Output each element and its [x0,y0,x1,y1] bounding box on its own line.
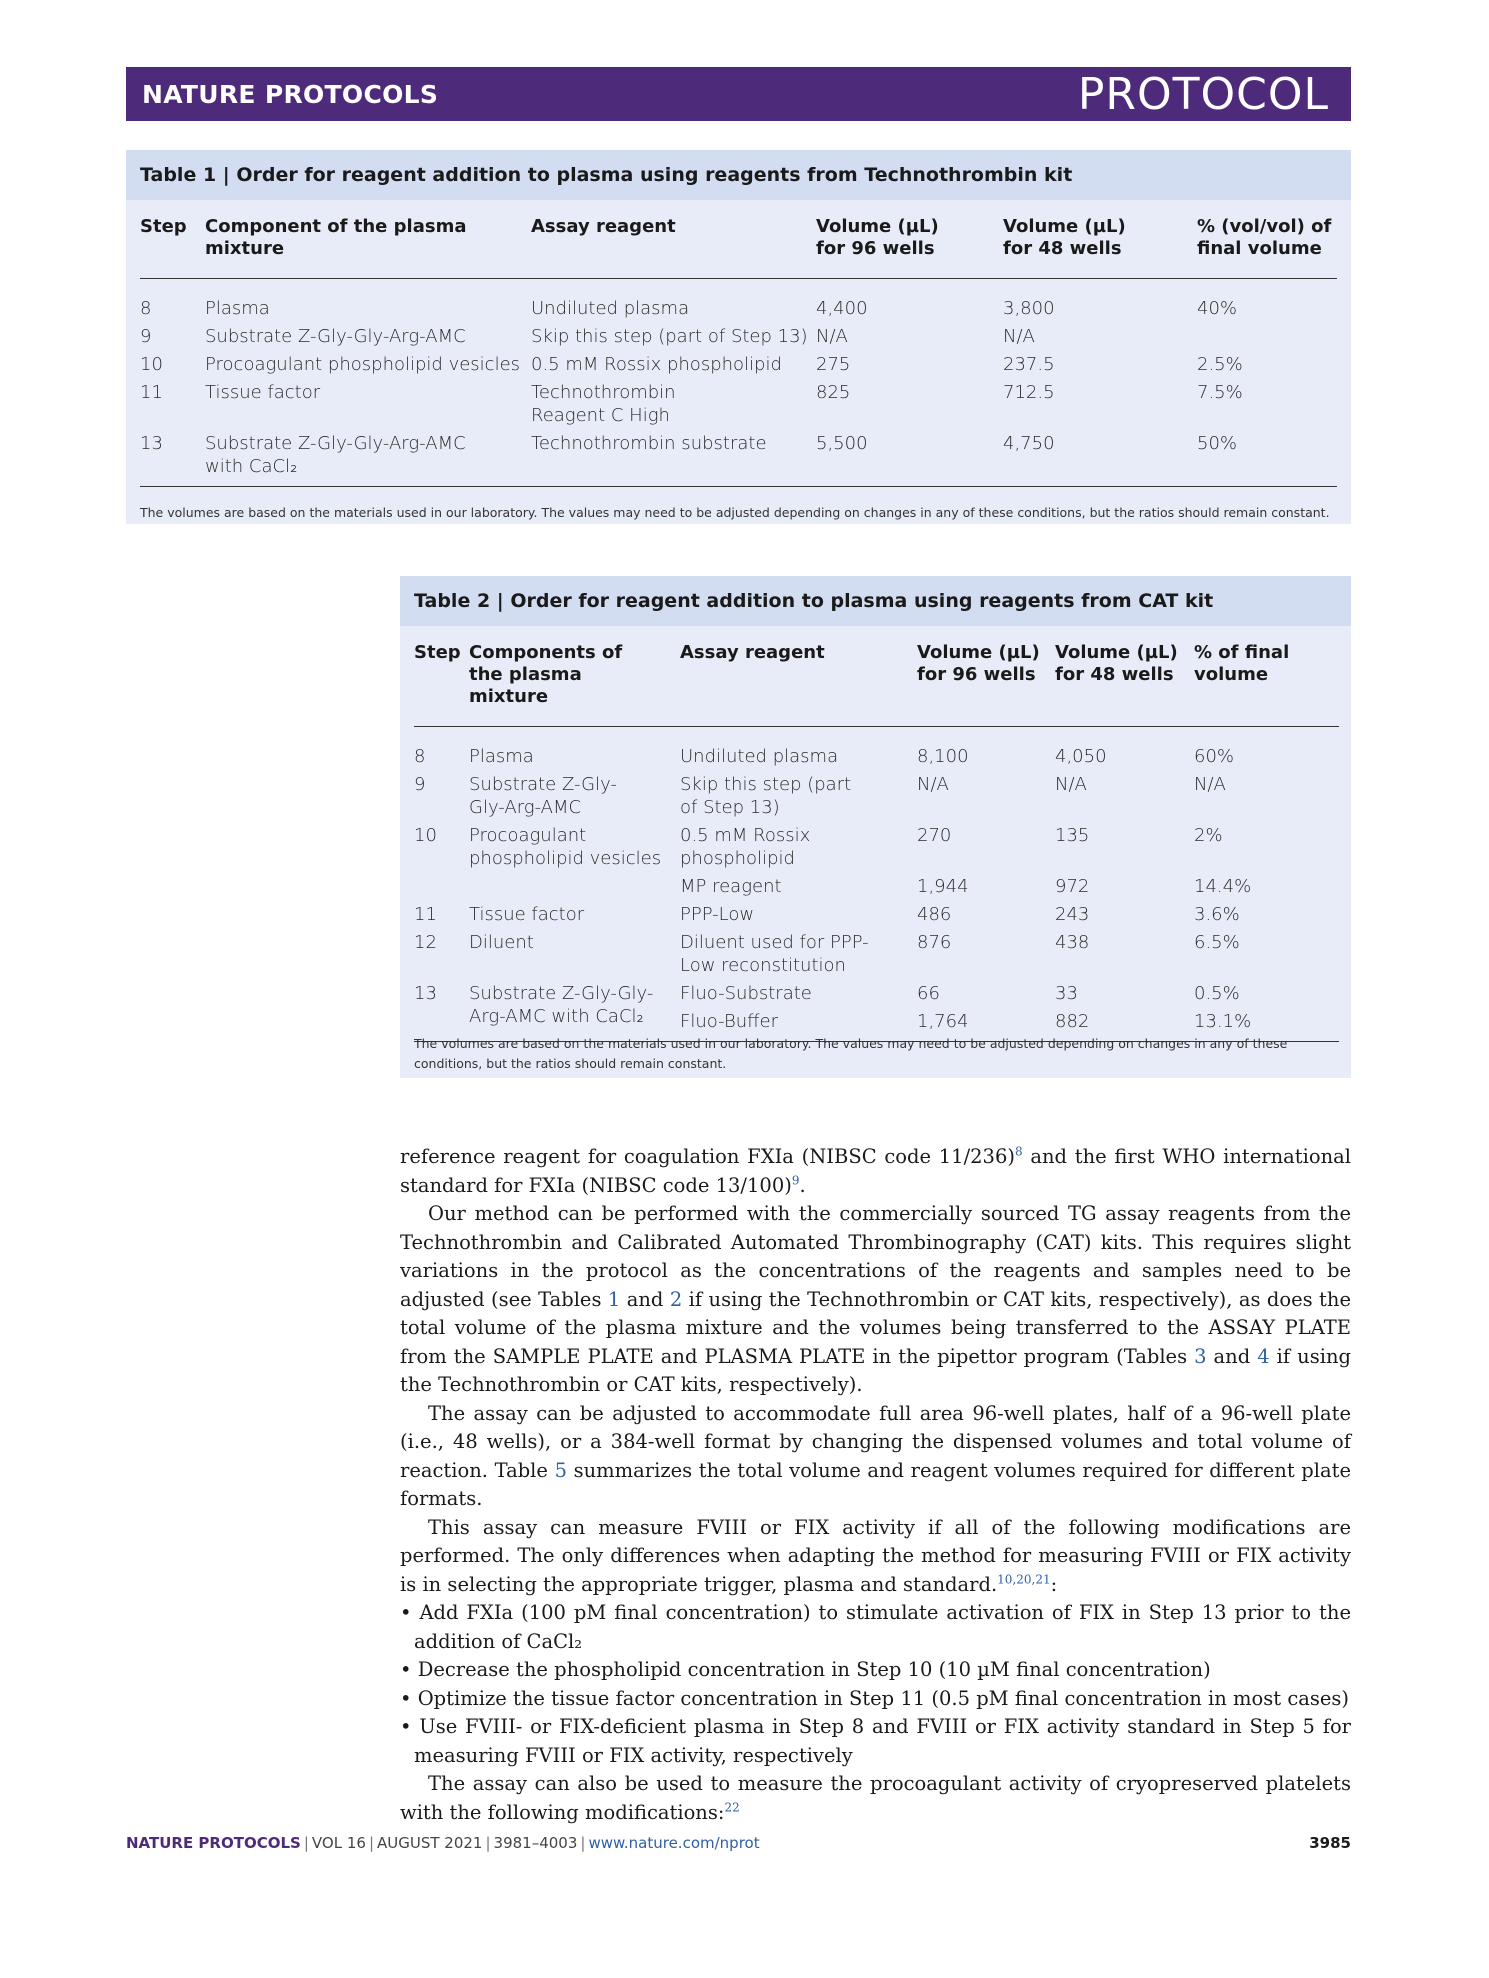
table-row [414,980,1339,1008]
table-cell: 825 [816,382,851,403]
table-cell: 8 [414,746,426,767]
table-1-header-cell: Step [140,216,187,237]
table-cell: 882 [1055,1011,1090,1032]
table-row [414,929,1339,980]
citation-link[interactable]: 8 [1014,1144,1023,1159]
footer-journal: NATURE PROTOCOLS [126,1834,301,1852]
table-cell: 3.6% [1194,904,1240,925]
table-link[interactable]: 2 [669,1287,683,1311]
table-cell: Skip this step (part of Step 13) [531,326,808,347]
table-cell: N/A [1055,774,1087,795]
table-2 [400,576,1351,1078]
table-row [414,771,1339,822]
table-link[interactable]: 3 [1194,1344,1207,1368]
table-cell: 13 [414,983,437,1004]
table-link[interactable]: 5 [554,1458,567,1482]
table-cell [469,873,680,901]
table-link[interactable]: 1 [607,1287,621,1311]
table-row [140,279,1337,324]
table-cell: 712.5 [1003,382,1055,403]
table-cell: 11 [140,382,163,403]
table-2-header-cell: Assay reagent [680,642,825,663]
table-2-header-cell: Volume (µL) for 48 wells [1055,642,1178,685]
table-cell: 7.5% [1197,382,1243,403]
table-cell: 6.5% [1194,932,1240,953]
footer-pages: 3981–4003 [493,1834,578,1852]
table-cell: 50% [1197,433,1238,454]
table-cell: Substrate Z-Gly-Gly-Arg-AMC with CaCl₂ [469,983,654,1027]
table-cell: Tissue factor [205,382,321,403]
table-2-header-row [414,626,1339,727]
table-cell: 1,764 [917,1011,969,1032]
table-2-header-cell: Volume (µL) for 96 wells [917,642,1040,685]
table-cell: 8,100 [917,746,969,767]
table-2-header-cell: % of final volume [1194,642,1290,685]
table-cell: 3,800 [1003,298,1055,319]
table-cell [1197,323,1337,351]
table-cell: 1,944 [917,876,969,897]
table-2-note: The volumes are based on the materials used in our laboratory. The values may need to be adjusted depending on changes in any of these conditions, but the ratios should remain constant. [414,1036,1288,1071]
table-2-grid [414,626,1339,1042]
table-cell: PPP-Low [680,904,755,925]
citation-link[interactable]: 10,20,21 [997,1572,1051,1586]
list-item: • Optimize the tissue factor concentration in Step 11 (0.5 pM final concentration in most cases) [400,1686,1350,1710]
page-number: 3985 [1309,1834,1351,1852]
article-body [400,1143,1351,1827]
table-cell: Procoagulant phospholipid vesicles [205,354,521,375]
table-cell: 4,050 [1055,746,1107,767]
table-cell: 5,500 [816,433,868,454]
table-row [140,430,1337,487]
table-cell: 270 [917,825,952,846]
table-cell: 8 [140,298,152,319]
table-cell: Undiluted plasma [680,746,839,767]
journal-banner [126,67,1351,121]
table-cell: 243 [1055,904,1090,925]
table-cell: 135 [1055,825,1090,846]
table-2-header-cell: Components of the plasma mixture [469,642,623,707]
table-cell: 2% [1194,825,1223,846]
table-row [140,323,1337,351]
table-1-note: The volumes are based on the materials used in our laboratory. The values may need to be adjusted depending on changes in any of these conditions, but the ratios should remain constant. [140,505,1330,520]
table-cell: 237.5 [1003,354,1055,375]
table-cell: 486 [917,904,952,925]
table-cell: 40% [1197,298,1238,319]
table-cell: 10 [414,825,437,846]
table-cell: 438 [1055,932,1090,953]
table-cell: Technothrombin Reagent C High [531,382,676,426]
table-cell: Skip this step (part of Step 13) [680,774,852,818]
table-1 [126,150,1351,524]
table-cell: Diluent [469,932,534,953]
paragraph: The assay can also be used to measure the procoagulant activity of cryopreserved platelets with the following modifications:$^{22}$ [400,1772,1351,1824]
table-cell: 13 [140,433,163,454]
table-cell: 0.5 mM Rossix phospholipid [531,354,782,375]
table-cell: Procoagulant phospholipid vesicles [469,825,662,869]
table-cell: 972 [1055,876,1090,897]
table-cell: Plasma [469,746,534,767]
citation-link[interactable]: 9 [791,1173,800,1187]
list-item: • Decrease the phospholipid concentration in Step 10 (10 µM final concentration) [400,1658,1211,1681]
table-cell: Substrate Z-Gly-Gly-Arg-AMC [469,774,617,818]
table-cell: 275 [816,354,851,375]
table-cell: Undiluted plasma [531,298,690,319]
table-cell: Tissue factor [469,904,585,925]
table-cell: 2.5% [1197,354,1243,375]
list-item: • Add FXIa (100 pM final concentration) to stimulate activation of FIX in Step 13 prior to the addition of CaCl₂ [400,1601,1351,1653]
table-cell: 4,400 [816,298,868,319]
paragraph: reference reagent for coagulation FXIa (NIBSC code 11/236)$^8$ and the first WHO international standard for FXIa (NIBSC code 13/100)$^9$. [400,1144,1351,1197]
table-row [414,873,1339,901]
footer-url[interactable]: www.nature.com/nprot [588,1834,760,1852]
journal-name: NATURE PROTOCOLS [142,80,439,109]
table-cell: 11 [414,904,437,925]
table-cell: N/A [917,774,949,795]
table-link[interactable]: 4 [1257,1344,1270,1368]
table-cell: 9 [414,774,426,795]
table-1-header-cell: Assay reagent [531,216,676,237]
table-cell: 0.5% [1194,983,1240,1004]
table-row [414,727,1339,772]
table-2-title: Table 2 | Order for reagent addition to plasma using reagents from CAT kit [400,576,1351,626]
table-cell: Diluent used for PPP-Low reconstitution [680,932,869,976]
table-cell: MP reagent [680,876,782,897]
table-cell: 14.4% [1194,876,1252,897]
table-1-title: Table 1 | Order for reagent addition to plasma using reagents from Technothrombin kit [126,150,1351,200]
table-1-header-row [140,200,1337,279]
table-row [414,901,1339,929]
table-cell: 66 [917,983,940,1004]
table-cell: Substrate Z-Gly-Gly-Arg-AMC with CaCl₂ [205,433,466,477]
footer-date: AUGUST 2021 [377,1834,483,1852]
table-row [414,822,1339,873]
table-cell: 33 [1055,983,1078,1004]
citation-link[interactable]: 22 [724,1800,740,1814]
table-cell: 10 [140,354,163,375]
table-1-rule [140,487,1337,488]
table-cell: N/A [1003,326,1035,347]
table-cell: Technothrombin substrate [531,433,767,454]
table-cell: 0.5 mM Rossix phospholipid [680,825,811,869]
table-1-header-cell: Volume (µL) for 48 wells [1003,216,1126,259]
table-2-header-cell: Step [414,642,461,663]
table-cell: 9 [140,326,152,347]
footer-volume: VOL 16 [311,1834,366,1852]
table-cell [414,873,469,901]
table-cell: Fluo-Substrate [680,983,812,1004]
table-1-header-cell: Component of the plasma mixture [205,216,467,259]
table-1-header-cell: % (vol/vol) of final volume [1197,216,1332,259]
paragraph: The assay can be adjusted to accommodate full area 96-well plates, half of a 96-well plate (i.e., 48 wells), or a 384-well format by changing the dispensed volumes and total volume of reaction. Table 5 summarizes the total volume and reagent volumes required for different plate formats. [400,1401,1351,1510]
table-1-grid [140,200,1337,487]
table-row [140,351,1337,379]
table-cell: Fluo-Buffer [680,1011,779,1032]
table-cell: 13.1% [1194,1011,1252,1032]
table-cell: 4,750 [1003,433,1055,454]
table-1-header-cell: Volume (µL) for 96 wells [816,216,939,259]
paragraph: Our method can be performed with the commercially sourced TG assay reagents from the Technothrombin and Calibrated Automated Thrombinography (CAT) kits. This requires slight variations in the protocol as the concentrations of the reagents and samples need to be adjusted (see Tables 1 and 2 if using the Technothrombin or CAT kits, respectively), as does the total volume of the plasma mixture and the volumes being transferred to the ASSAY PLATE from the SAMPLE PLATE and PLASMA PLATE in the pipettor program (Tables 3 and 4 if using the Technothrombin or CAT kits, respectively). [400,1202,1351,1396]
table-cell: 60% [1194,746,1235,767]
table-row [140,379,1337,430]
table-cell: N/A [816,326,848,347]
table-cell: Plasma [205,298,270,319]
page-footer: NATURE PROTOCOLS | VOL 16 | AUGUST 2021 | 3981–4003 | www.nature.com/nprot 3985 [126,1834,1351,1852]
paragraph: This assay can measure FVIII or FIX activity if all of the following modifications are performed. The only differences when adapting the method for measuring FVIII or FIX activity is in selecting the appropriate trigger, plasma and standard.$^{10,20,21}$: [400,1515,1351,1596]
list-item: • Use FVIII- or FIX-deficient plasma in Step 8 and FVIII or FIX activity standard in Step 5 for measuring FVIII or FIX activity, respectively [400,1715,1351,1767]
table-cell: N/A [1194,774,1226,795]
table-cell: Substrate Z-Gly-Gly-Arg-AMC [205,326,466,347]
table-cell: 876 [917,932,952,953]
article-type: PROTOCOL [1077,69,1329,120]
table-cell: 12 [414,932,437,953]
